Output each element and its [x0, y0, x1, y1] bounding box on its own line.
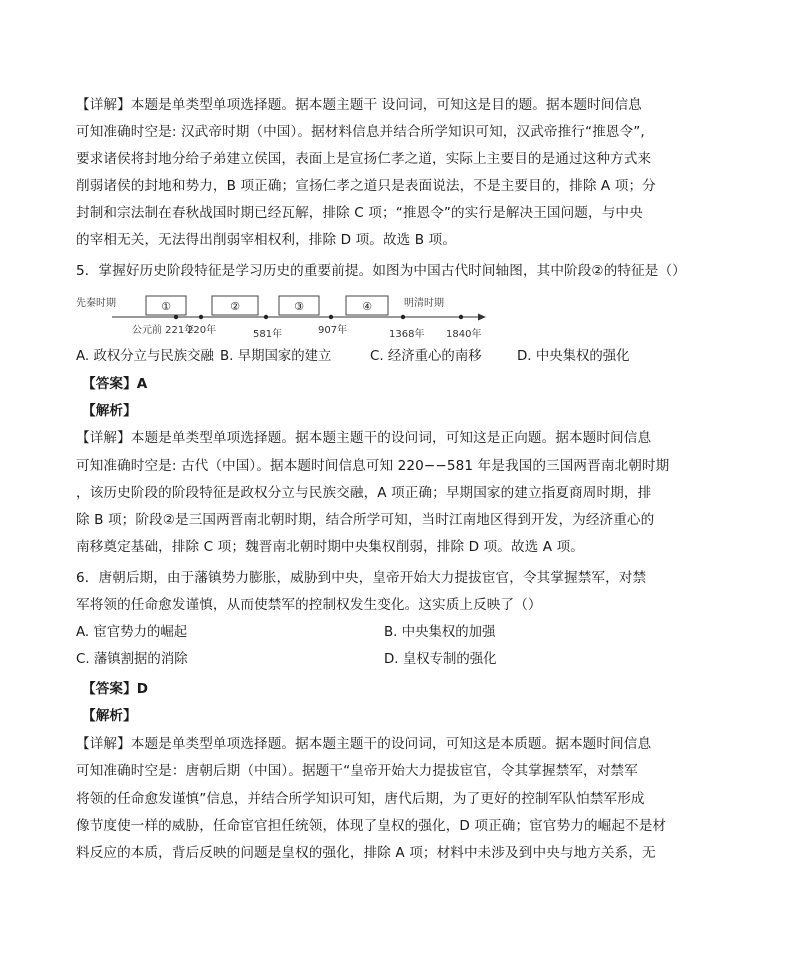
q5-explain-line: 可知准确时空是: 古代（中国）。据本题时间信息可知 220−−581 年是我国的三国两晋南北朝时期: [76, 458, 670, 474]
timeline-tick-label: 907年: [318, 325, 348, 336]
q6-explain-line: 可知准确时空是：唐朝后期（中国）。据题干“皇帝开始大力提拔宦官，令其掌握禁军，对禁军: [76, 763, 638, 779]
timeline-tick-label: 581年: [253, 329, 283, 340]
q6-explain-line: 料反应的本质，背后反映的问题是皇权的强化，排除 A 项；材料中未涉及到中央与地方关系，无: [76, 845, 656, 861]
q5-option-b: B. 早期国家的建立: [220, 349, 332, 364]
q5-option-d: D. 中央集权的强化: [517, 349, 630, 364]
q4-explain-line: 封制和宗法制在春秋战国时期已经瓦解，排除 C 项；“推恩令”的实行是解决王国问题，与中央: [76, 205, 643, 221]
q6-option-c: C. 藩镇割据的消除: [76, 652, 188, 667]
timeline-dot: [174, 315, 178, 319]
timeline-dot: [264, 315, 268, 319]
timeline-dot: [329, 315, 333, 319]
q4-explain-line: 【详解】本题是单类型单项选择题。据本题主题干 设问词，可知这是目的题。据本题时间信息: [76, 97, 642, 113]
q6-question-line: 6．唐朝后期，由于藩镇势力膨胀，威胁到中央，皇帝开始大力提拔宦官，令其掌握禁军，对禁: [76, 570, 647, 586]
timeline-dot: [459, 315, 463, 319]
q5-option-c: C. 经济重心的南移: [370, 349, 482, 364]
timeline-box-label: ④: [362, 300, 372, 313]
timeline-right-label: 明清时期: [404, 298, 444, 309]
timeline-box-label: ①: [161, 300, 171, 313]
q6-explain-line: 将领的任命愈发谨慎”信息，并结合所学知识可知，唐代后期，为了更好的控制军队怕禁军形成: [76, 791, 645, 807]
q4-explain-line: 的宰相无关，无法得出削弱宰相权利，排除 D 项。故选 B 项。: [76, 232, 457, 248]
timeline-tick-label: 公元前 221年: [132, 325, 195, 336]
q5-answer: 【答案】A: [82, 376, 148, 392]
q6-option-a: A. 宦官势力的崛起: [76, 625, 188, 640]
q6-question-line: 军将领的任命愈发谨慎，从而使禁军的控制权发生变化。这实质上反映了（）: [76, 597, 542, 613]
q6-option-b: B. 中央集权的加强: [384, 625, 496, 640]
q6-explain-line: 像节度使一样的威胁，任命宦官担任统领，体现了皇权的强化，D 项正确；宦官势力的崛起不是材: [76, 818, 667, 834]
timeline-box-label: ②: [230, 300, 240, 313]
q5-explain-line: ，该历史阶段的阶段特征是政权分立与民族交融，A 项正确；早期国家的建立指夏商周时期，排: [76, 485, 652, 501]
q5-option-a: A. 政权分立与民族交融: [76, 349, 214, 364]
timeline-dot: [199, 315, 203, 319]
q5-explain-line: 南移奠定基础，排除 C 项；魏晋南北朝时期中央集权削弱，排除 D 项。故选 A 项。: [76, 539, 584, 555]
timeline-arrow: [478, 314, 486, 321]
q6-option-d: D. 皇权专制的强化: [384, 652, 497, 667]
q4-explain-line: 削弱诸侯的封地和势力，B 项正确；宣扬仁孝之道只是表面说法，不是主要目的，排除 A 项；分: [76, 178, 656, 194]
timeline-tick-label: 1368年: [389, 329, 425, 340]
q4-explain-line: 可知准确时空是: 汉武帝时期（中国）。据材料信息并结合所学知识可知，汉武帝推行“推恩令”,: [76, 124, 645, 140]
timeline-diagram: [74, 293, 494, 343]
timeline-left-label: 先秦时期: [76, 298, 116, 309]
q5-question: 5．掌握好历史阶段特征是学习历史的重要前提。如图为中国古代时间轴图，其中阶段②的特征是（）: [76, 263, 686, 279]
q5-analysis-heading: 【解析】: [82, 403, 137, 419]
q5-explain-line: 【详解】本题是单类型单项选择题。据本题主题干的设问词，可知这是正向题。据本题时间信息: [76, 430, 652, 446]
q4-explain-line: 要求诸侯将封地分给子弟建立侯国，表面上是宣扬仁孝之道，实际上主要目的是通过这种方式来: [76, 151, 652, 167]
timeline-dot: [401, 315, 405, 319]
q6-analysis-heading: 【解析】: [82, 708, 137, 724]
q6-answer: 【答案】D: [82, 681, 149, 697]
timeline-box-label: ③: [294, 300, 304, 313]
q5-explain-line: 除 B 项；阶段②是三国两晋南北朝时期，结合所学可知，当时江南地区得到开发，为经济重心的: [76, 512, 655, 528]
q6-explain-line: 【详解】本题是单类型单项选择题。据本题主题干的设问词，可知这是本质题。据本题时间信息: [76, 736, 652, 752]
timeline-tick-label: 220年: [187, 325, 217, 336]
timeline-tick-label: 1840年: [446, 329, 482, 340]
